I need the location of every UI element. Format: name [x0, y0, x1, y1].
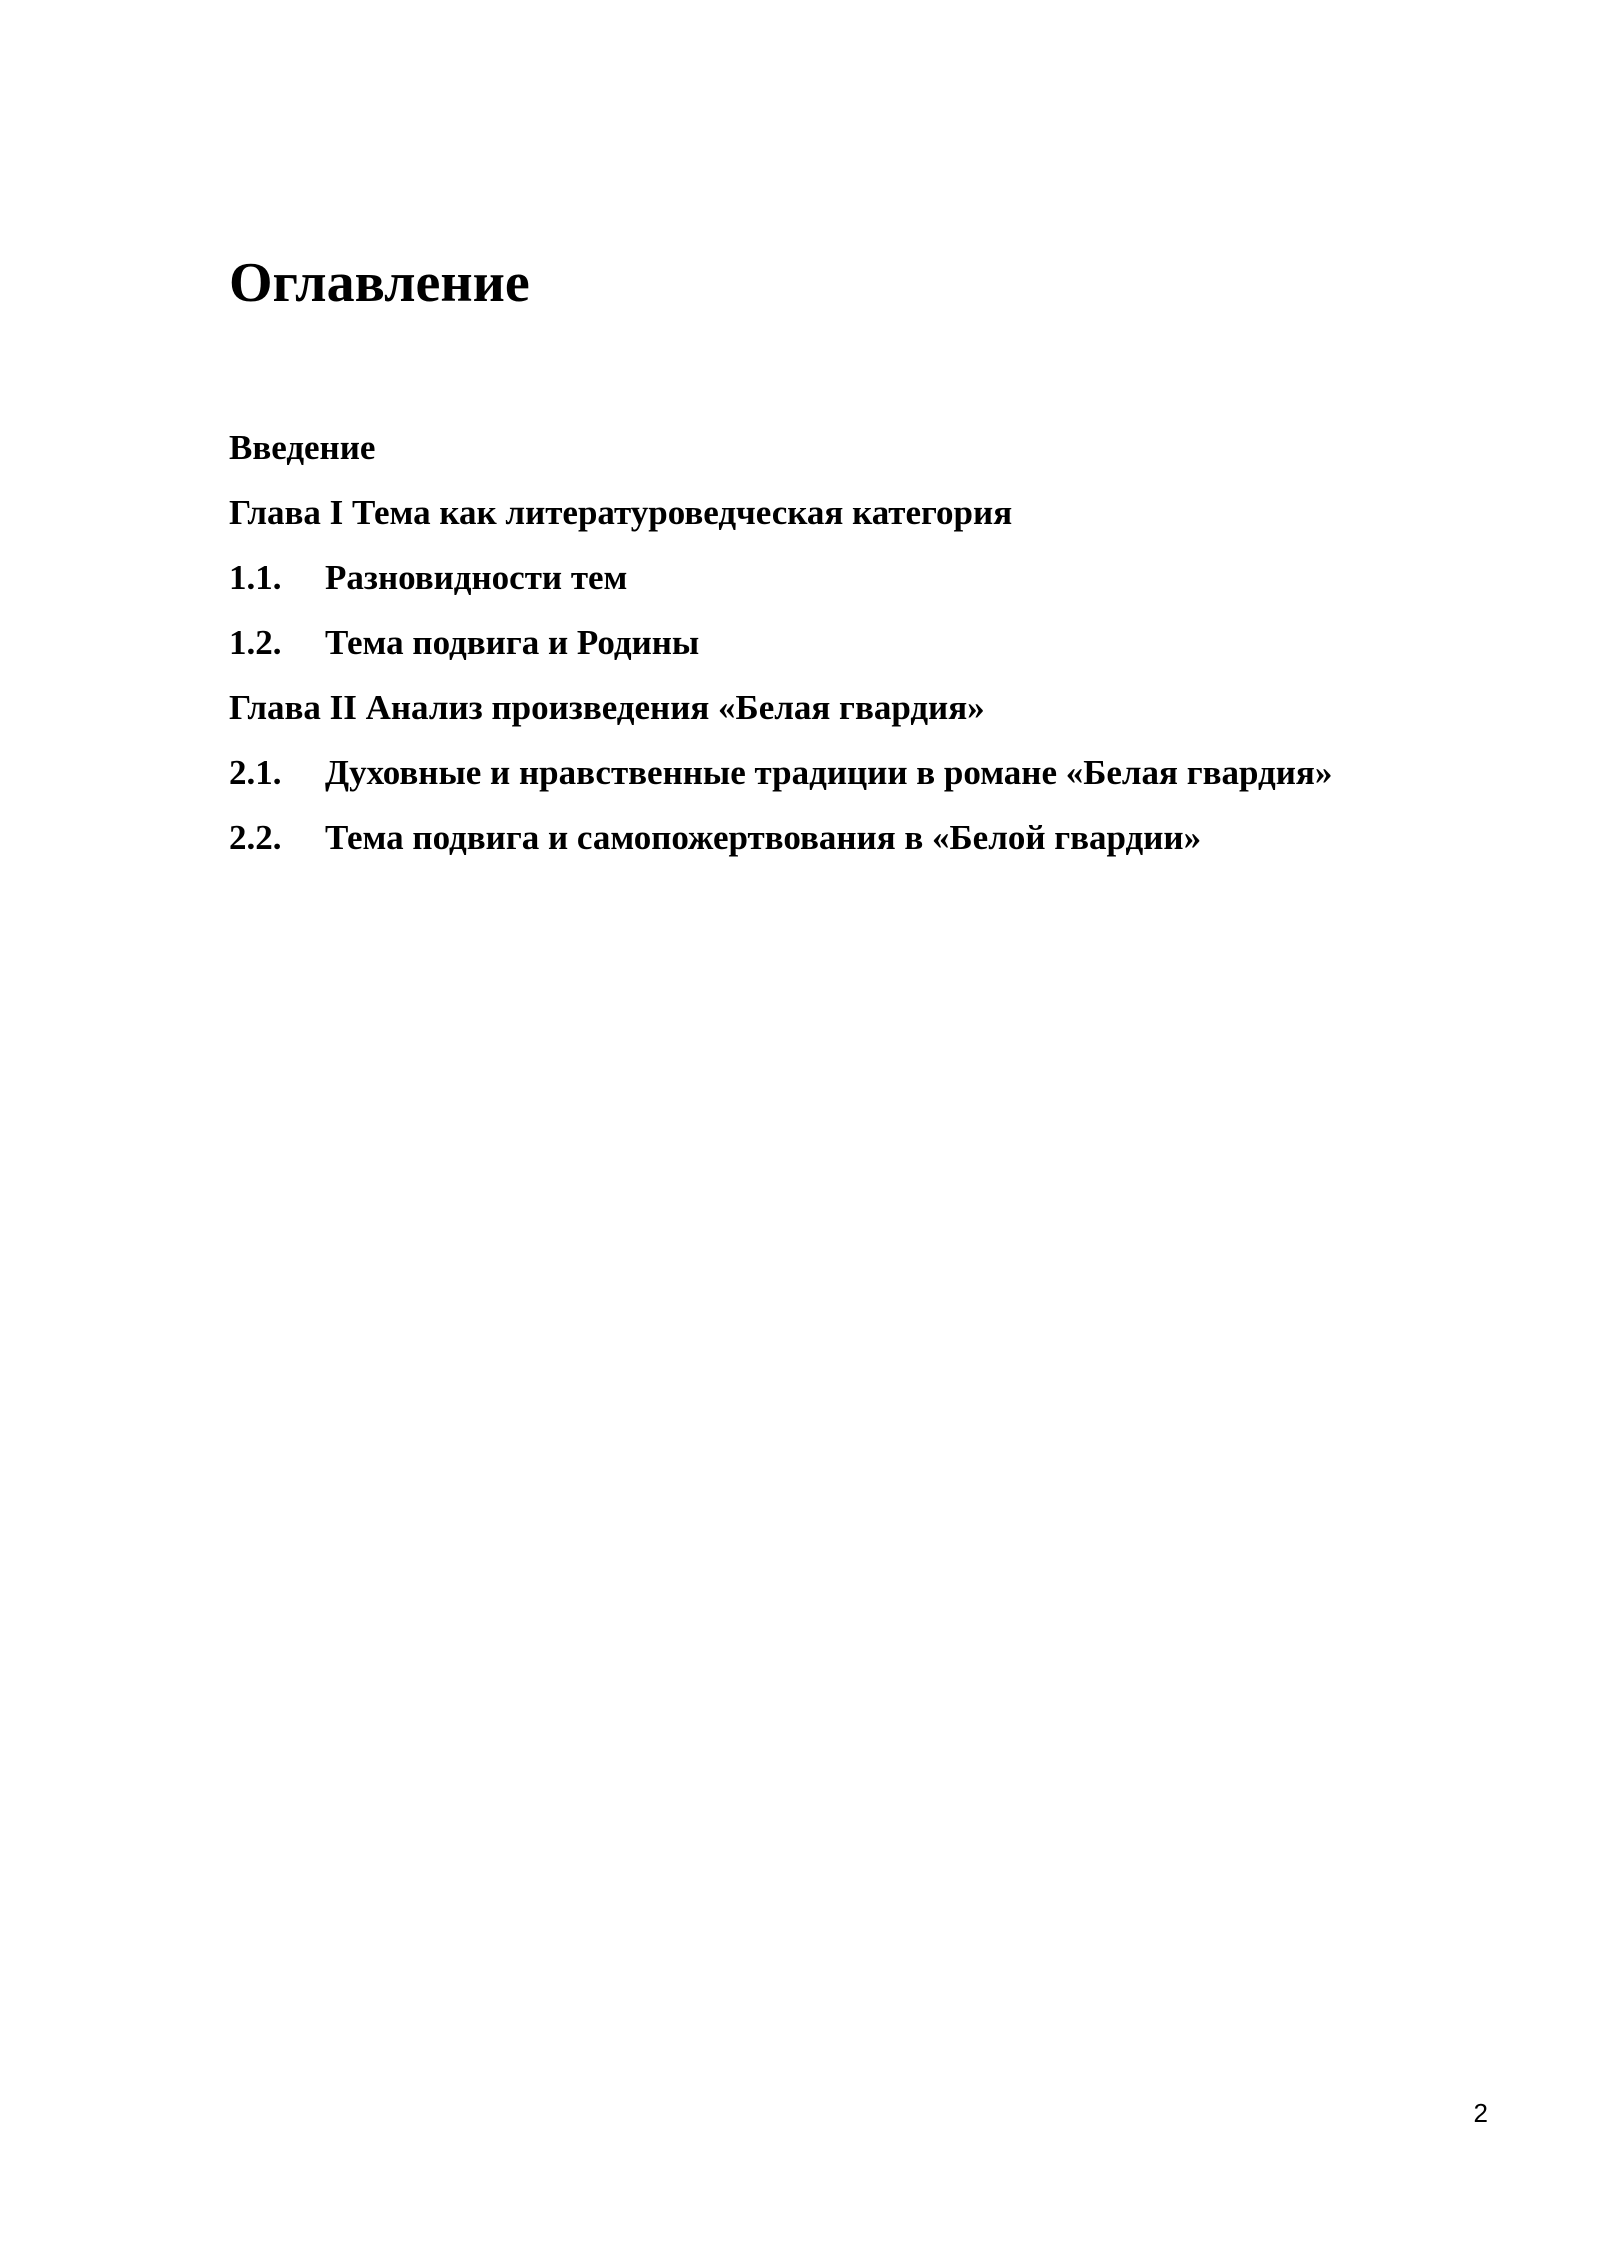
toc-entry-text: Тема подвига и Родины	[325, 623, 700, 662]
toc-entry-text: Глава I Тема как литературоведческая категория	[229, 493, 1013, 532]
toc-entry-chapter-1[interactable]	[229, 485, 1489, 550]
toc-entry-text: Разновидности тем	[325, 558, 628, 597]
toc-entry-section-1-1[interactable]	[229, 550, 1489, 615]
toc-entry-section-2-1[interactable]	[229, 745, 1489, 810]
toc-entry-number: 1.1.	[229, 558, 282, 597]
toc-entry-text: Тема подвига и самопожертвования в «Белой гвардии»	[325, 818, 1202, 857]
toc-entry-text: Введение	[229, 428, 376, 467]
toc-entry-text: Духовные и нравственные традиции в романе «Белая гвардия»	[325, 753, 1333, 792]
toc-entry-introduction[interactable]	[229, 420, 1489, 485]
toc-entry-number: 2.2.	[229, 818, 282, 857]
toc-entry-section-1-2[interactable]	[229, 615, 1489, 680]
toc-title: Оглавление	[229, 252, 530, 314]
toc-entry-section-2-2[interactable]	[229, 810, 1489, 875]
toc-entry-chapter-2[interactable]	[229, 680, 1489, 745]
toc-entry-number: 1.2.	[229, 623, 282, 662]
toc-entry-number: 2.1.	[229, 753, 282, 792]
toc-list	[229, 420, 1489, 875]
page-number: 2	[1473, 2098, 1488, 2128]
toc-entry-text: Глава II Анализ произведения «Белая гвардия»	[229, 688, 985, 727]
